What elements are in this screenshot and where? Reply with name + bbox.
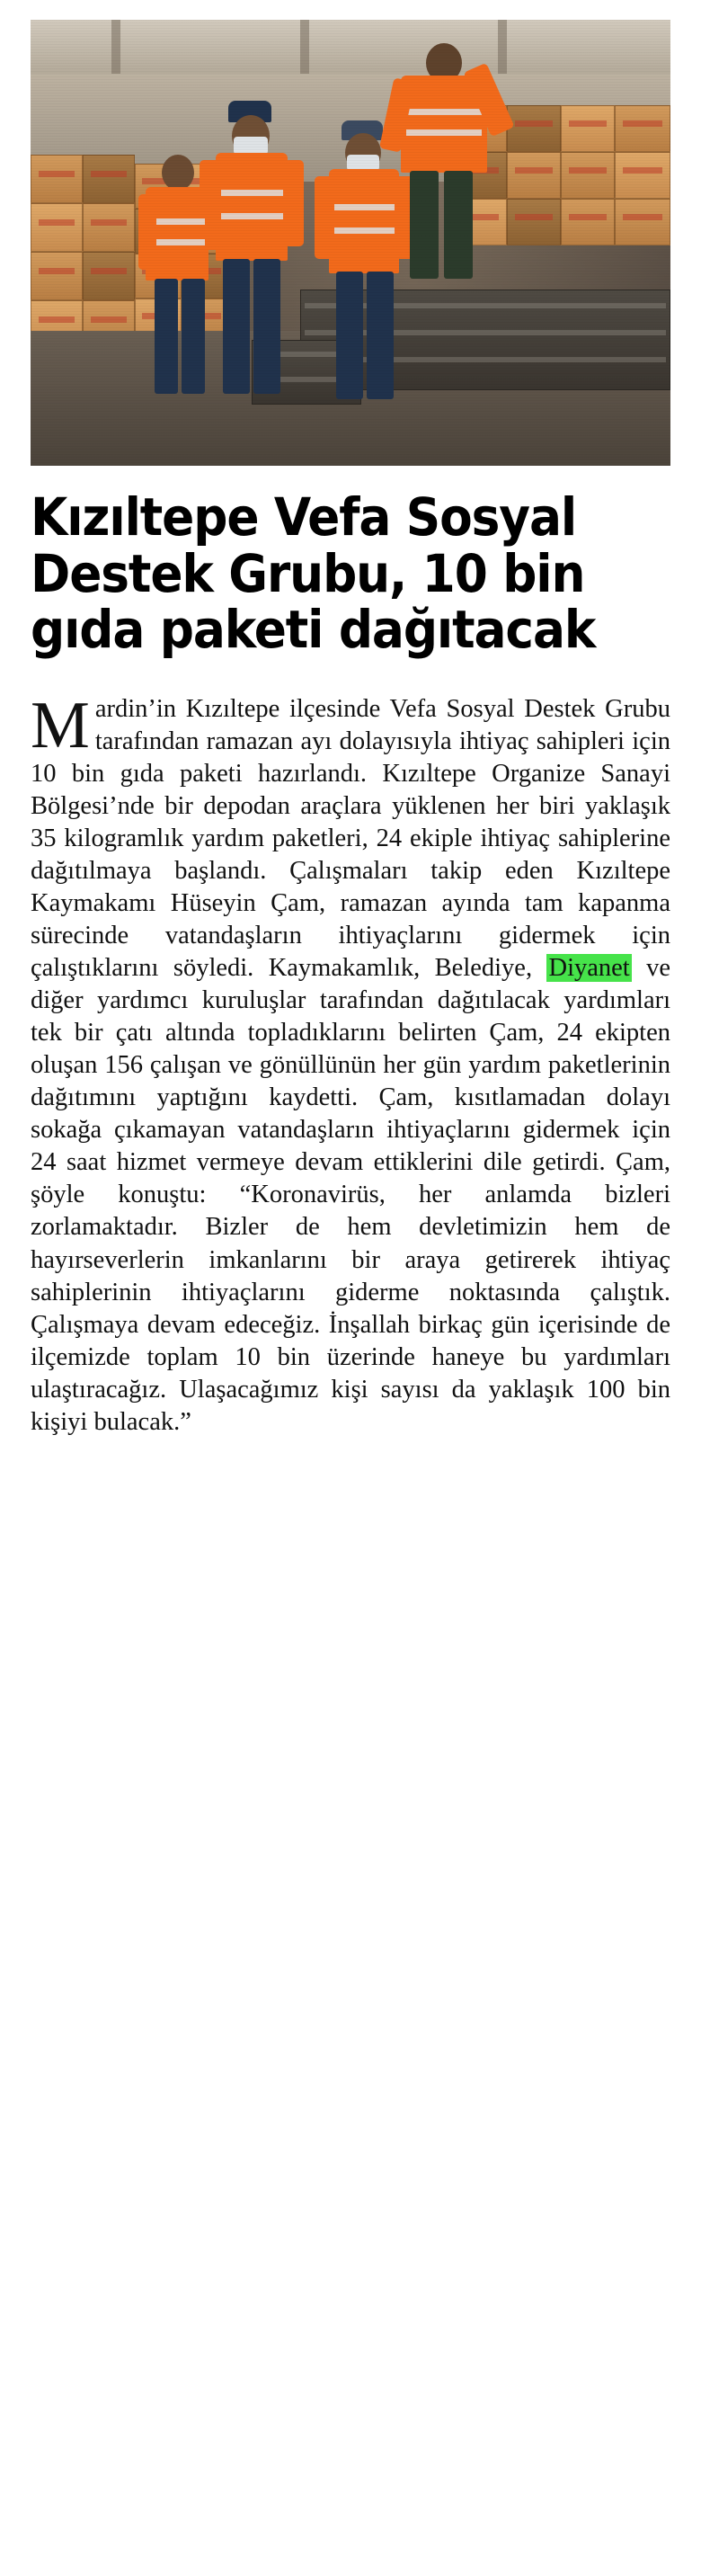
article-body <box>31 688 670 1439</box>
drop-cap: M <box>31 688 90 762</box>
article-text-part-2: ve diğer yardımcı kuruluşlar tarafından dağıtılacak yardımları tek bir çatı altında topladıklarını belirten Çam, 24 ekipten oluşan 156 çalışan ve gönüllünün her gün yardım paketlerinin dağıtımını yaptığını kaydetti. Çam, kısıtlamadan dolayı sokağa çıkamayan vatandaşların ihtiyaçlarını gidermek için 24 saat hizmet vermeye devam ettiklerini dile getirdi. Çam, şöyle konuştu: “Koronavirüs, her anlamda bizleri zorlamaktadır. Bizler de hem devletimizin hem de hayırseverlerin imkanlarını bir araya getirerek ihtiyaç sahiplerinin ihtiyaçlarını giderme noktasında çalıştık. Çalışmaya devam edeceğiz. İnşallah birkaç gün içerisinde de ilçemizde toplam 10 bin üzerinde haneye bu yardımları ulaştıracağız. Ulaşacağımız kişi sayısı da yaklaşık 100 bin kişiyi bulacak.” <box>31 954 670 1436</box>
highlighted-term: Diyanet <box>548 954 630 983</box>
headline-line-1: Kızıltepe Vefa Sosyal <box>31 486 577 548</box>
headline-line-3: gıda paketi dağıtacak <box>31 599 596 661</box>
worker-figure <box>138 155 225 397</box>
headline-line-2: Destek Grubu, 10 bin <box>31 542 585 604</box>
page-title <box>31 486 619 661</box>
ceiling-beam <box>111 20 120 81</box>
article-photo <box>31 20 670 466</box>
worker-figure <box>386 38 503 281</box>
ceiling-beam <box>300 20 309 81</box>
article-text-part-1: ardin’in Kızıltepe ilçesinde Vefa Sosyal Destek Grubu tarafından ramazan ayı dolayısıyla ihtiyaç sahipleri için 10 bin gıda paketi hazırlandı. Kızıltepe Organize Sanayi Bölgesi’nde bir depodan araçlara yüklenen her biri yaklaşık 35 kilogramlık yardım paketleri, 24 ekiple ihtiyaç sahiplerine dağıtılmaya başlandı. Çalışmaları takip eden Kızıltepe Kaymakamı Hüseyin Çam, ramazan ayında tam kapanma sürecinde vatandaşların ihtiyaçlarını gidermek için çalıştıklarını söyledi. Kaymakamlık, Belediye, <box>31 694 670 983</box>
warehouse-ceiling <box>31 20 670 81</box>
